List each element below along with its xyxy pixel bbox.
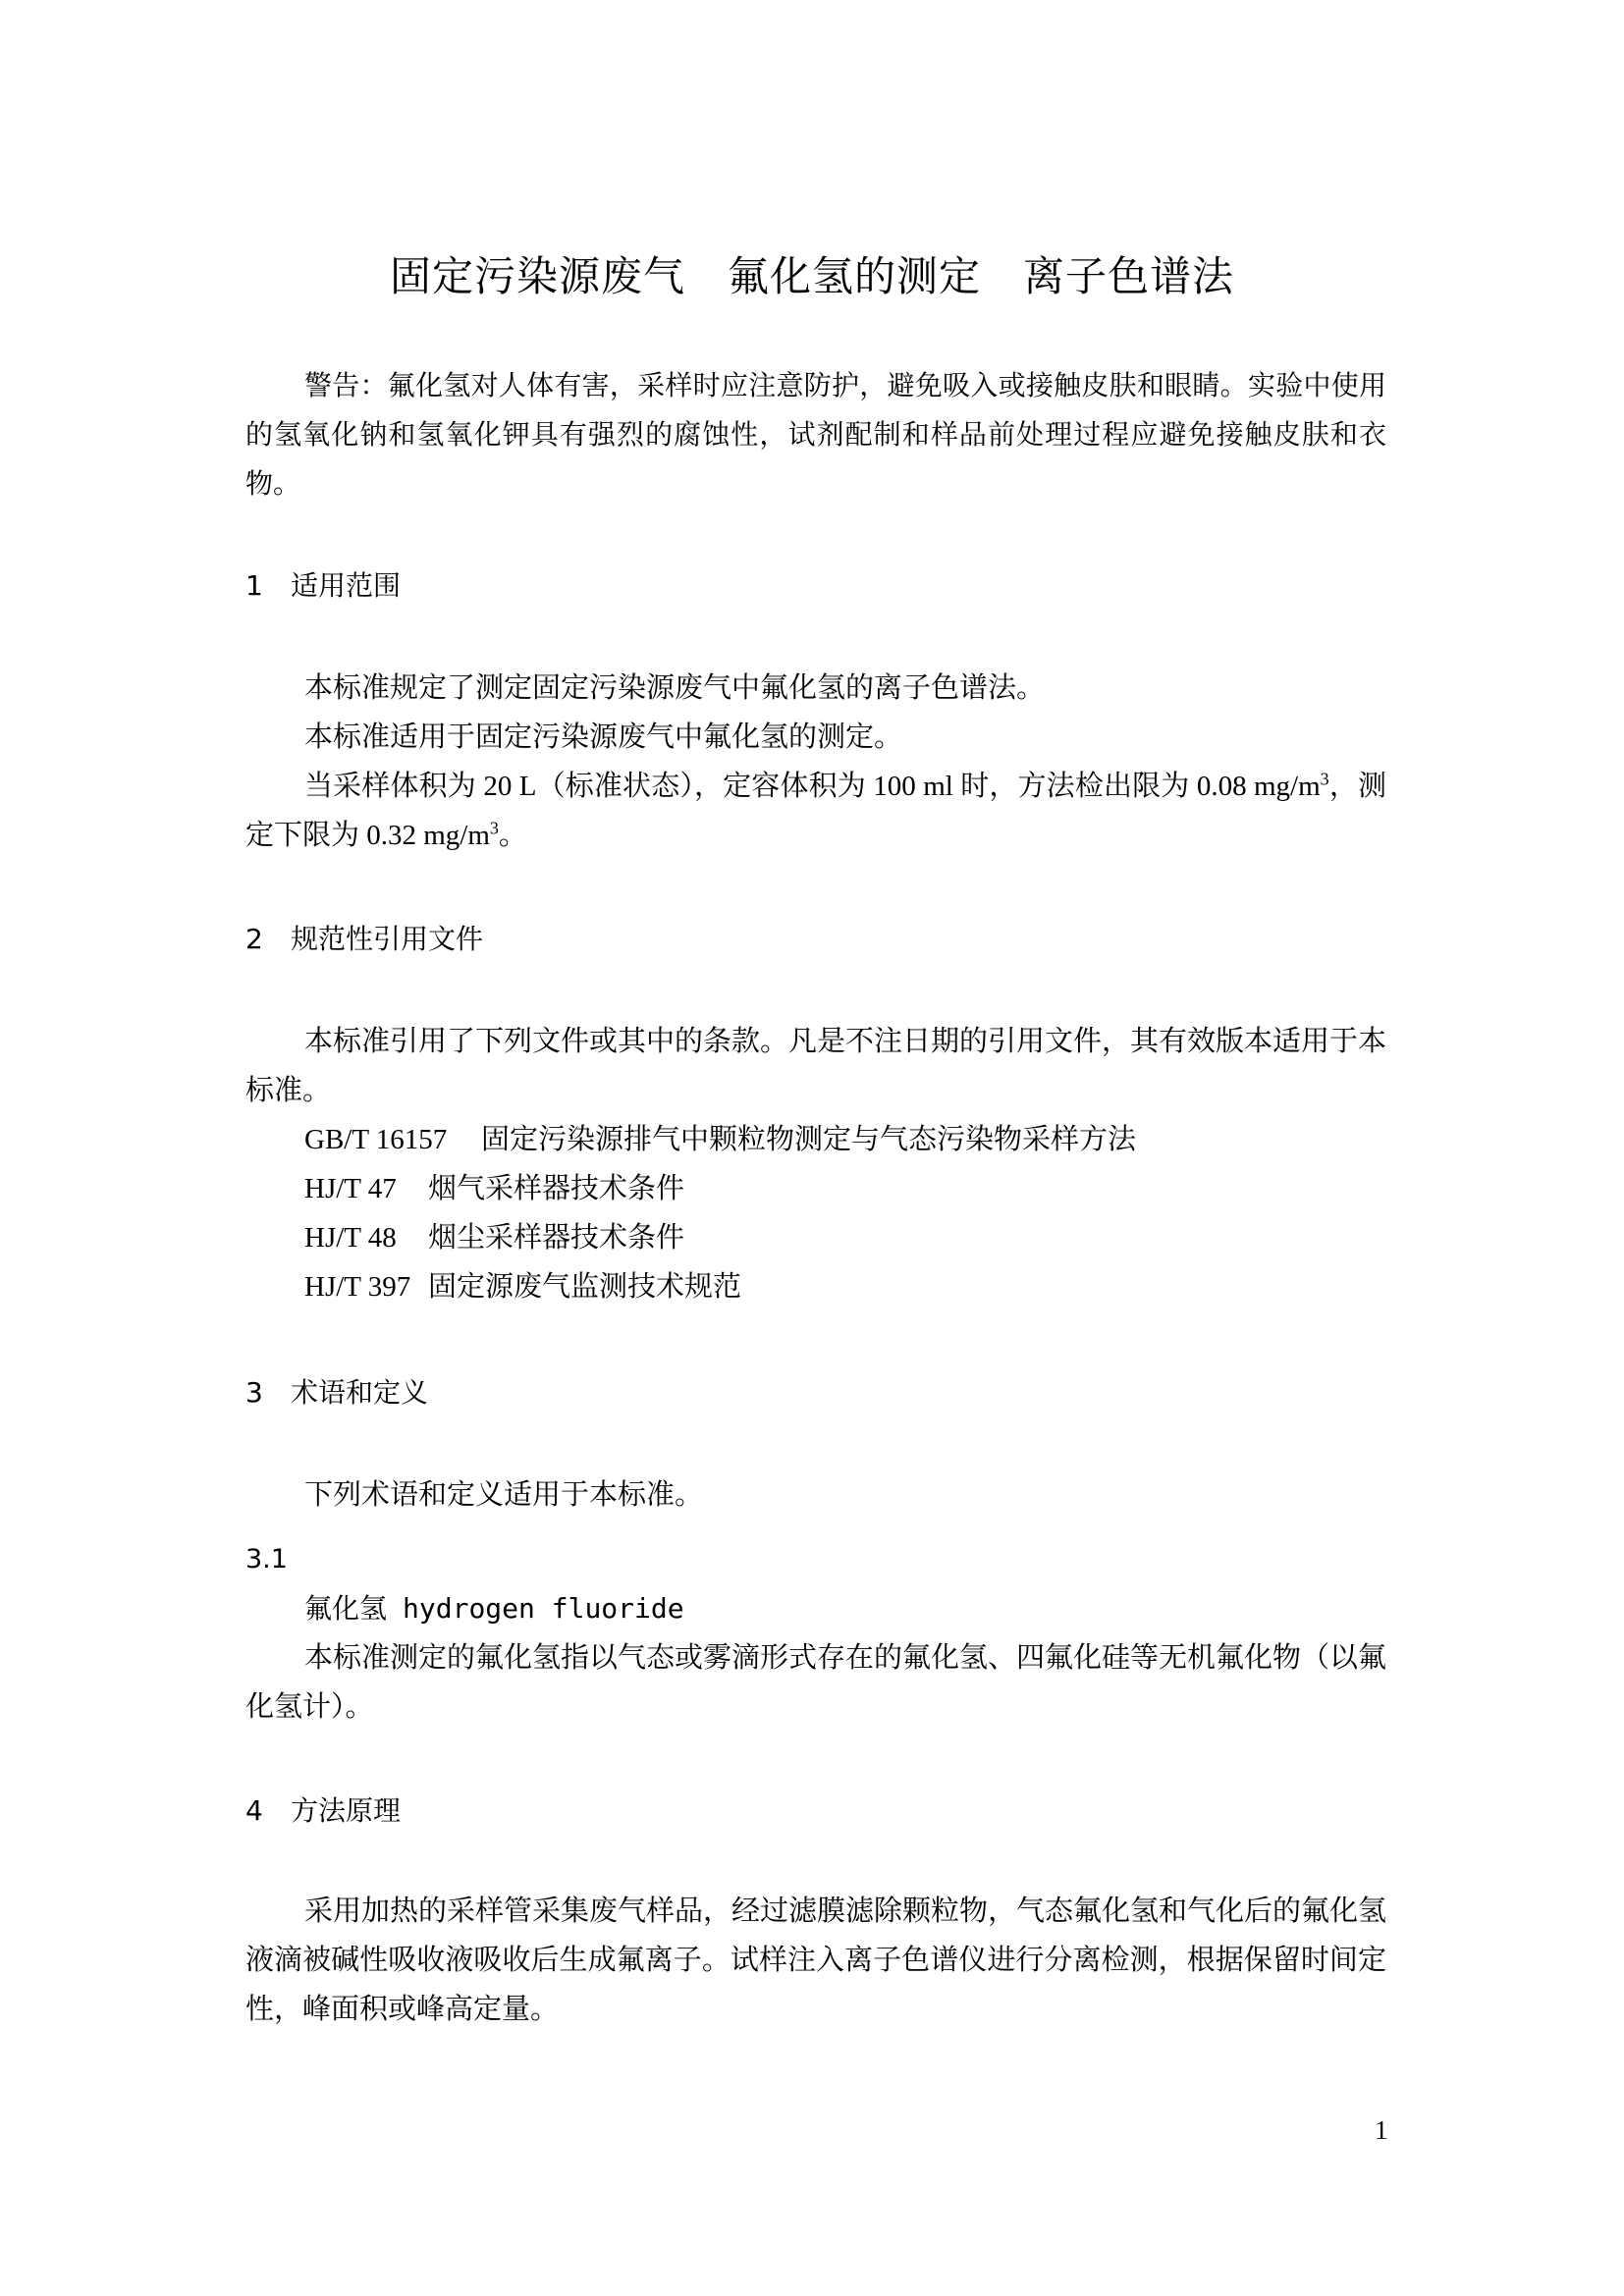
- section-4-number: 4: [245, 1794, 263, 1827]
- section-2-heading: [245, 915, 483, 964]
- section-1-title: 适用范围: [291, 569, 402, 602]
- sentence-end: 。: [498, 820, 527, 851]
- unit-superscript: 3: [1320, 769, 1329, 789]
- reference-title: 烟尘采样器技术条件: [428, 1222, 685, 1254]
- section-4-paragraph-1: 采用加热的采样管采集废气样品，经过滤膜滤除颗粒物，气态氟化氢和气化后的氟化氢液滴被碱性吸收液吸收后生成氟离子。试样注入离子色谱仪进行分离检测，根据保留时间定性，峰面积或峰高定量。: [245, 1896, 1387, 2025]
- reference-item: [304, 1115, 1136, 1164]
- section-1-paragraph-1: 本标准规定了测定固定污染源废气中氟化氢的离子色谱法。: [304, 672, 1046, 704]
- section-1-heading: [245, 561, 401, 611]
- term-english: hydrogen fluoride: [403, 1592, 684, 1625]
- section-4-title: 方法原理: [291, 1794, 402, 1827]
- section-1-paragraph-3: [245, 762, 1386, 860]
- reference-item: [304, 1213, 684, 1262]
- term-entry: [304, 1584, 684, 1634]
- section-1-paragraph-2: 本标准适用于固定污染源废气中氟化氢的测定。: [304, 721, 903, 753]
- term-definition: 本标准测定的氟化氢指以气态或雾滴形式存在的氟化氢、四氟化硅等无机氟化物（以氟化氢计）。: [245, 1642, 1387, 1723]
- document-title: 固定污染源废气 氟化氢的测定 离子色谱法: [389, 252, 1234, 300]
- warning-paragraph: 警告：氟化氢对人体有害，采样时应注意防护，避免吸入或接触皮肤和眼睛。实验中使用的氢氧化钠和氢氧化钾具有强烈的腐蚀性，试剂配制和样品前处理过程应避免接触皮肤和衣物。: [245, 369, 1386, 500]
- page-number: 1: [1375, 2115, 1388, 2145]
- quantitation-limit-text: ，测定下限为 0.32 mg/m: [245, 771, 1386, 851]
- reference-item: [304, 1164, 684, 1213]
- reference-title: 烟气采样器技术条件: [428, 1173, 685, 1204]
- unit-superscript: 3: [489, 818, 499, 838]
- section-4-heading: [245, 1787, 401, 1836]
- term-chinese: 氟化氢: [304, 1592, 388, 1625]
- section-1-number: 1: [245, 569, 263, 602]
- term-number: 3.1: [245, 1544, 288, 1575]
- reference-code: HJ/T 47: [304, 1173, 397, 1204]
- reference-title: 固定污染源排气中颗粒物测定与气态污染物采样方法: [481, 1124, 1137, 1155]
- reference-code: GB/T 16157: [304, 1124, 448, 1155]
- section-3-number: 3: [245, 1376, 263, 1409]
- section-2-number: 2: [245, 923, 263, 955]
- section-3-paragraph-1: 下列术语和定义适用于本标准。: [304, 1479, 704, 1511]
- reference-item: [304, 1262, 741, 1311]
- reference-code: HJ/T 397: [304, 1271, 411, 1303]
- section-3-title: 术语和定义: [291, 1376, 429, 1409]
- section-3-heading: [245, 1368, 428, 1417]
- reference-title: 固定源废气监测技术规范: [428, 1271, 742, 1303]
- reference-code: HJ/T 48: [304, 1222, 397, 1254]
- section-2-paragraph-1: 本标准引用了下列文件或其中的条款。凡是不注日期的引用文件，其有效版本适用于本标准。: [245, 1026, 1387, 1106]
- detection-limit-text: 当采样体积为 20 L（标准状态），定容体积为 100 ml 时，方法检出限为 0.08 mg/m: [304, 771, 1321, 802]
- section-2-title: 规范性引用文件: [291, 923, 484, 955]
